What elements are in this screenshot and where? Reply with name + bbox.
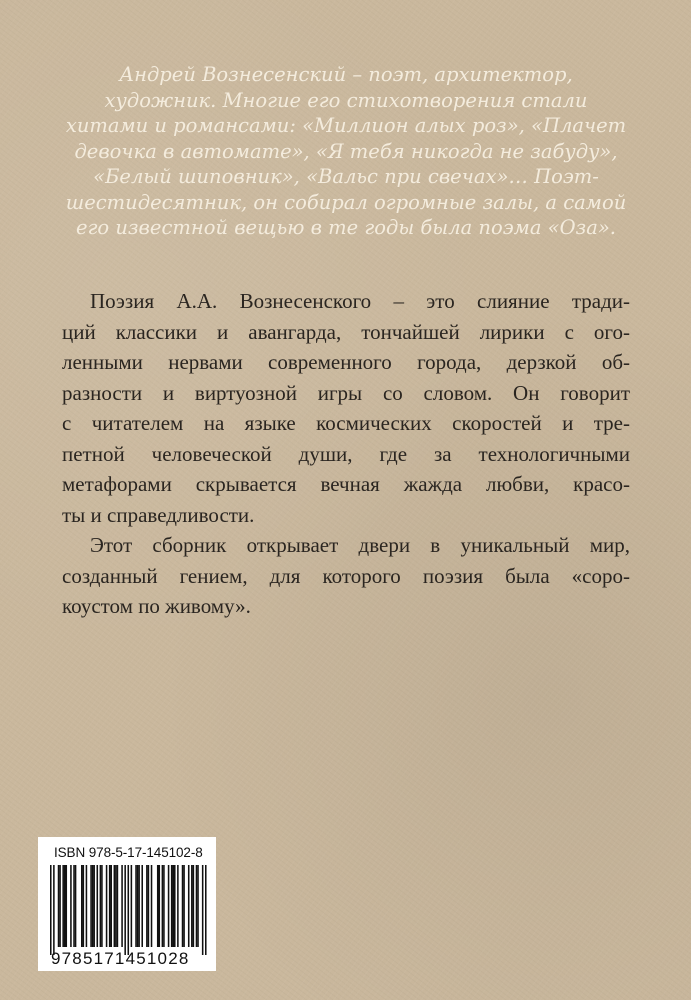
description-line: ленными нервами современного города, дерзкой об-: [62, 350, 630, 374]
description-line: петной человеческой души, где за технологичными: [62, 441, 630, 466]
barcode-bar: [135, 865, 137, 947]
barcode-bar: [81, 865, 83, 947]
description-line: с читателем на языке космических скоростей и тре-: [62, 411, 630, 435]
barcode-digits: 9785171451028: [51, 949, 190, 968]
description-line: Поэзия А.А. Вознесенского – это слияние тради-: [90, 289, 630, 313]
barcode-bar: [172, 865, 174, 947]
barcode-bar: [114, 865, 116, 947]
barcode-bar: [193, 865, 195, 947]
barcode-bar: [174, 865, 176, 947]
barcode-bar: [177, 865, 179, 947]
book-description: [62, 286, 630, 622]
description-line: Этот сборник открывает двери в уникальный мир,: [90, 533, 630, 557]
barcode-bar: [75, 865, 77, 947]
barcode-bar: [100, 865, 102, 947]
author-intro: [60, 62, 632, 241]
barcode-bar: [86, 865, 88, 947]
barcode-bar: [83, 865, 85, 947]
barcode-bar: [97, 865, 99, 947]
barcode-bar: [157, 865, 159, 947]
description-line: созданный гением, для которого поэзия была «соро-: [62, 563, 630, 588]
barcode-bar: [90, 865, 92, 947]
barcode-bar: [138, 865, 140, 947]
intro-line: девочка в автомате», «Я тебя никогда не забуду»,: [74, 139, 618, 163]
barcode-bar: [182, 865, 184, 947]
barcode-bar: [115, 865, 117, 947]
description-line: ты и справедливости.: [62, 502, 255, 527]
barcode-bar: [66, 865, 68, 947]
barcode-bar: [128, 865, 130, 955]
barcode-bar: [62, 865, 64, 947]
barcode-bar: [64, 865, 66, 947]
barcode-bar: [73, 865, 75, 947]
intro-line: шестидесятник, он собирал огромные залы, а самой: [65, 190, 627, 214]
barcode-bar: [106, 865, 108, 947]
description-line: метафорами скрывается вечная жажда любви, красо-: [62, 472, 630, 496]
barcode-bar: [131, 865, 133, 947]
barcode-bar: [159, 865, 161, 947]
barcode-bar: [110, 865, 112, 947]
barcode-bar: [163, 865, 165, 947]
description-paragraph-2: [62, 530, 630, 622]
barcode-bar: [92, 865, 94, 947]
barcode-bar: [168, 865, 170, 947]
description-line: коустом по живому».: [62, 594, 251, 618]
intro-line: Андрей Вознесенский – поэт, архитектор,: [119, 63, 573, 86]
barcode-bar: [197, 865, 199, 947]
barcode-bar: [183, 865, 185, 947]
barcode-bar: [151, 865, 153, 947]
barcode-bar: [109, 865, 111, 947]
isbn-label: ISBN 978-5-17-145102-8: [54, 845, 203, 860]
barcode-bar: [101, 865, 103, 947]
barcode-bar: [50, 865, 52, 955]
barcode-bar: [205, 865, 207, 955]
description-line: разности и виртуозной игры со словом. Он говорит: [62, 380, 630, 405]
barcode-bar: [121, 865, 123, 947]
barcode-bar: [70, 865, 72, 947]
intro-line: хитами и романсами: «Миллион алых роз», «Плачет: [65, 114, 627, 137]
description-line: ций классики и авангарда, тончайшей лирики с ого-: [62, 319, 630, 344]
barcode-bar: [162, 865, 164, 947]
barcode-bar: [148, 865, 150, 947]
intro-line: «Белый шиповник», «Вальс при свечах»… Поэт-: [93, 165, 599, 188]
barcode-bar: [141, 865, 143, 947]
intro-line: художник. Многие его стихотворения стали: [104, 88, 588, 112]
barcode-bar: [93, 865, 95, 947]
barcode-bar: [202, 865, 204, 955]
isbn-barcode: [38, 837, 216, 971]
barcode-bar: [146, 865, 148, 947]
barcode-bar: [196, 865, 198, 947]
barcode-bar: [137, 865, 139, 947]
intro-line: его известной вещью в те годы была поэма «Оза».: [76, 216, 616, 239]
barcode-bar: [191, 865, 193, 947]
barcode-bar: [59, 865, 61, 947]
barcode-bar: [188, 865, 190, 947]
barcode-bar: [171, 865, 173, 947]
barcode-bar: [117, 865, 119, 947]
barcode-bar: [53, 865, 55, 955]
barcode-bar: [58, 865, 60, 947]
description-paragraph-1: [62, 286, 630, 530]
barcode-bar: [124, 865, 126, 955]
